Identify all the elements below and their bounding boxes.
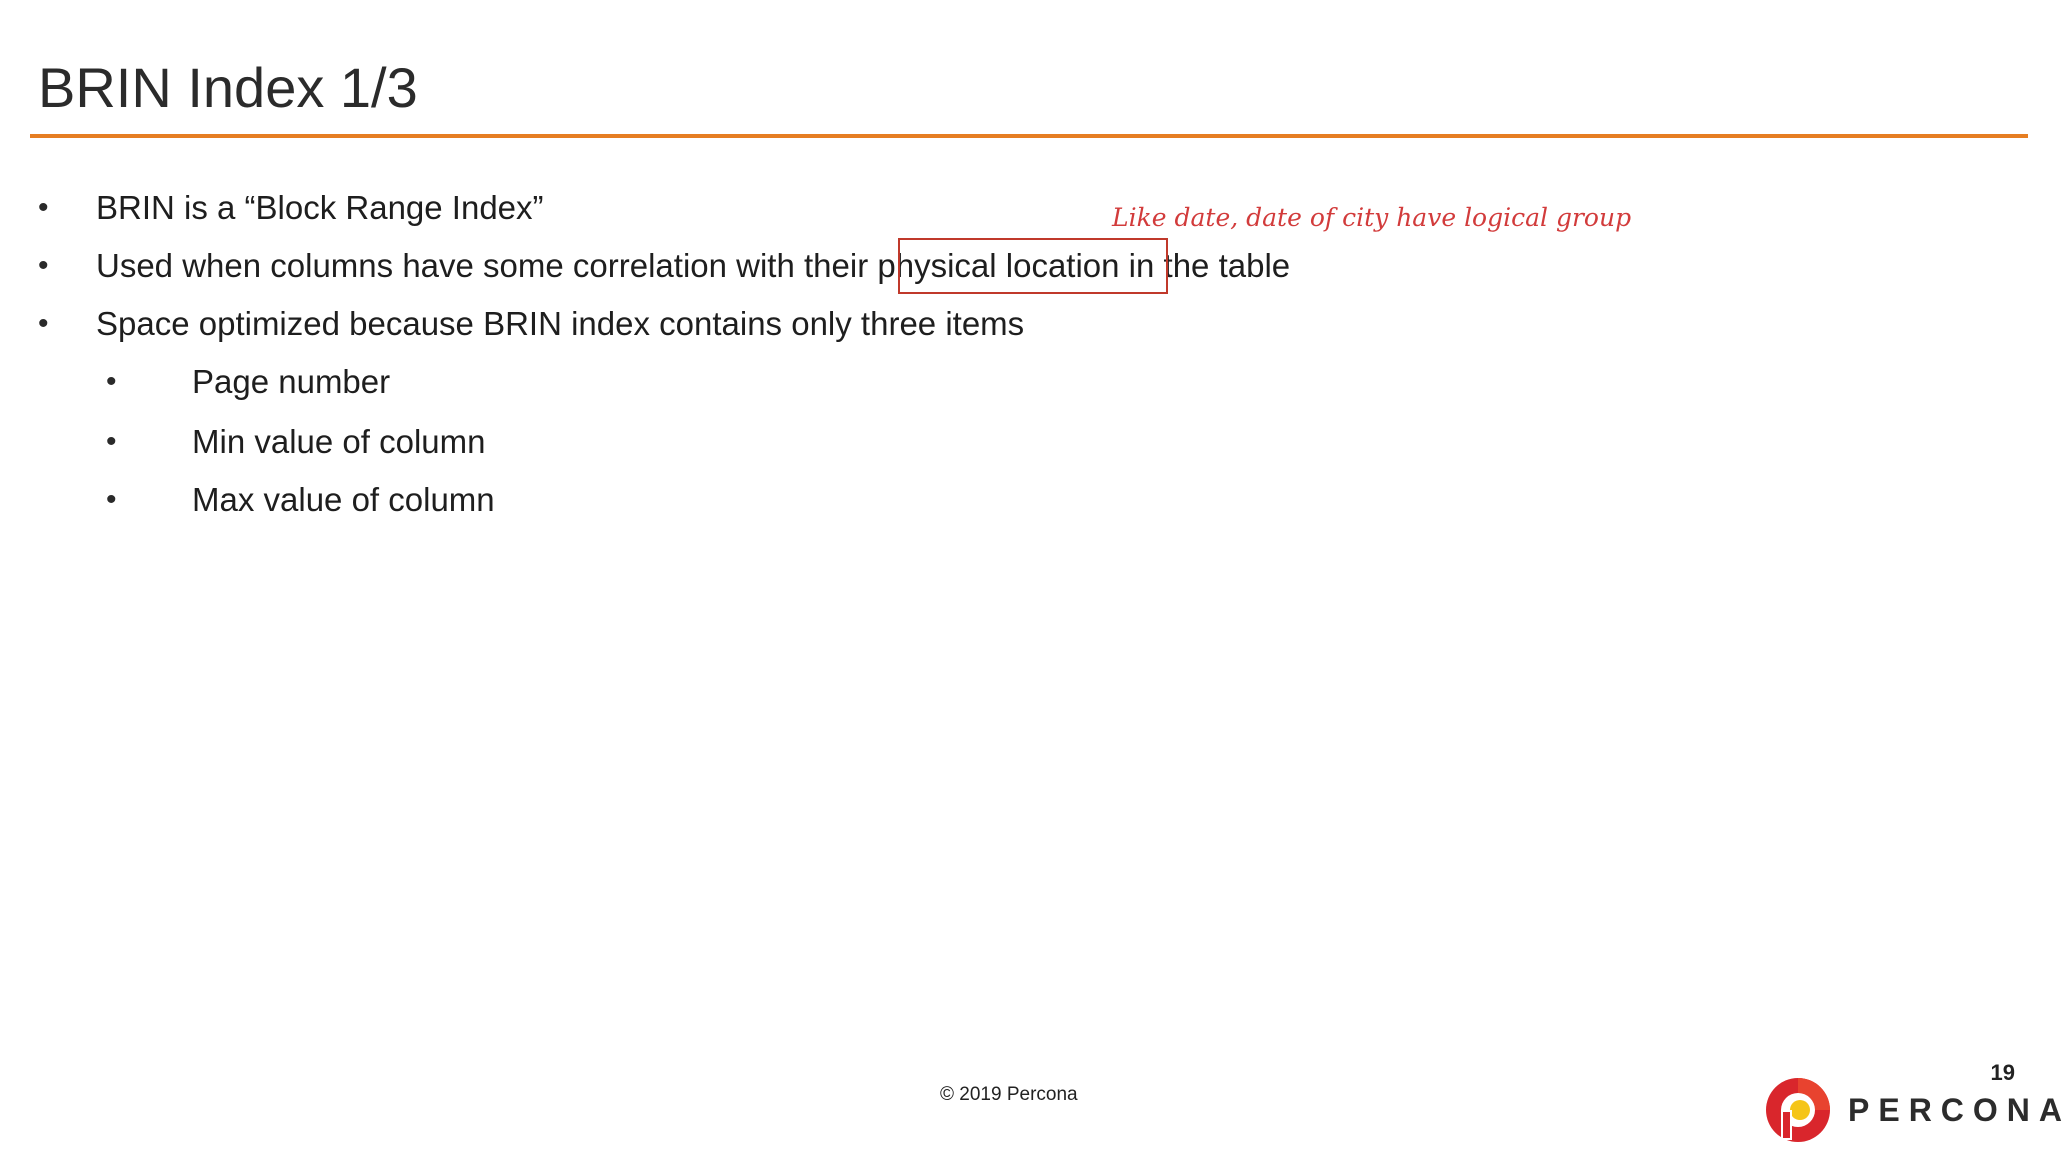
bullet-marker: • [38, 249, 49, 282]
bullet-marker: • [106, 365, 117, 398]
logo-wordmark: PERCONA [1848, 1092, 2071, 1128]
bullet-text: Used when columns have some correlation with their physical location in the table [96, 247, 1291, 284]
page-number: 19 [1990, 1060, 2015, 1085]
bullet-text: BRIN is a “Block Range Index” [96, 189, 544, 226]
bullet-marker: • [38, 191, 49, 224]
slide-title: BRIN Index 1/3 [38, 56, 418, 119]
footer-copyright: © 2019 Percona [940, 1084, 1078, 1105]
percona-logo [1764, 1076, 2071, 1144]
sub-bullet-text: Page number [192, 363, 391, 400]
handwritten-annotation: Like date, date of city have logical group [1112, 203, 1632, 232]
bullet-marker: • [106, 425, 117, 458]
percona-logo-icon [1764, 1076, 1832, 1144]
bullet-marker: • [106, 483, 117, 516]
bullet-text: Space optimized because BRIN index contains only three items [96, 305, 1025, 342]
annotation-highlight-box [898, 238, 1168, 294]
sub-bullet-text: Min value of column [192, 423, 486, 460]
bullet-marker: • [38, 307, 49, 340]
sub-bullet-text: Max value of column [192, 481, 495, 518]
title-divider [30, 134, 2028, 138]
